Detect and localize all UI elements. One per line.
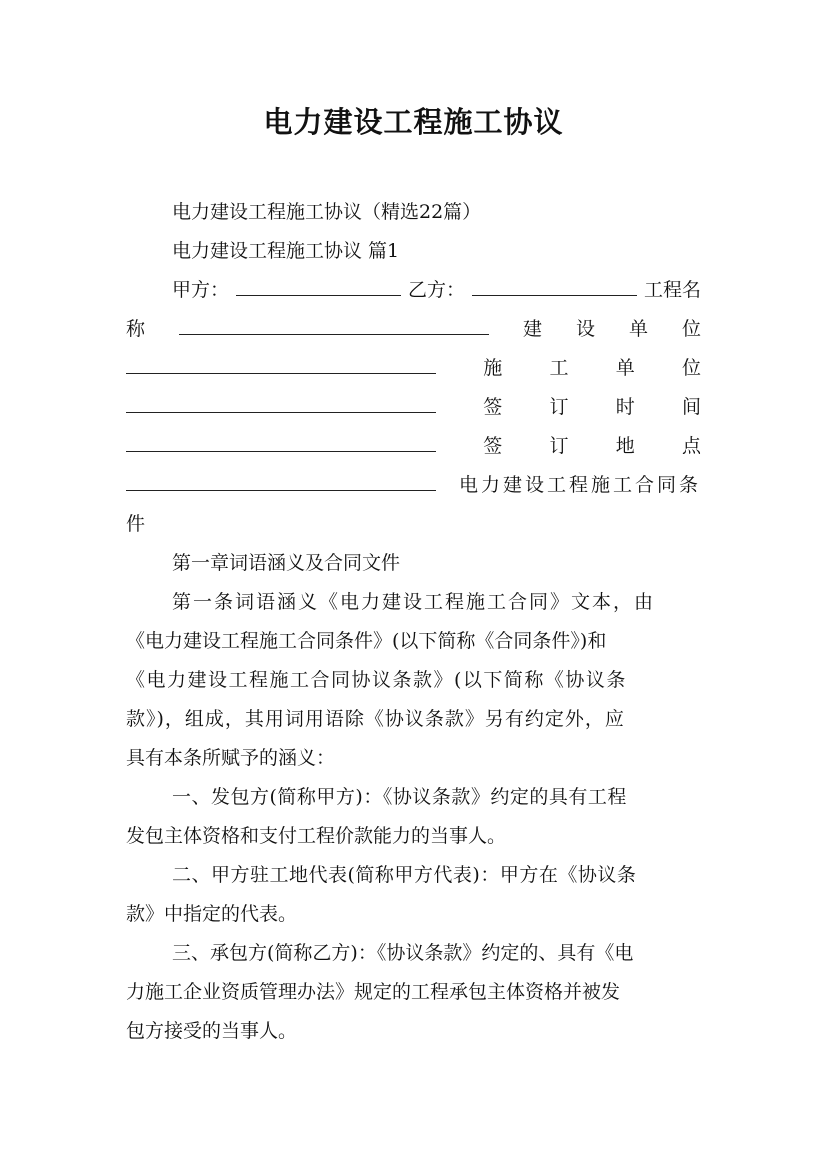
item2-line1: 二、甲方驻工地代表(简称甲方代表)：甲方在《协议条 bbox=[172, 864, 637, 886]
item3-line2: 力施工企业资质管理办法》规定的工程承包主体资格并被发 bbox=[126, 981, 621, 1003]
project-name-label-cont: 称 bbox=[126, 318, 146, 340]
sign-time-char: 时 bbox=[615, 396, 635, 418]
party-line bbox=[172, 276, 701, 304]
party-a-label: 甲方： bbox=[172, 279, 230, 301]
article1-line3: 《电力建设工程施工合同协议条款》(以下简称《协议条 bbox=[126, 669, 627, 691]
construction-unit-char: 单 bbox=[628, 318, 648, 340]
part-heading: 电力建设工程施工协议 篇1 bbox=[172, 240, 400, 262]
contractor-unit-char: 工 bbox=[549, 357, 569, 379]
conditions-line bbox=[126, 471, 701, 499]
construction-unit-char: 建 bbox=[522, 318, 542, 340]
subtitle: 电力建设工程施工协议（精选22篇） bbox=[172, 201, 482, 223]
sign-time-char: 签 bbox=[483, 396, 503, 418]
sign-time-blank bbox=[126, 432, 436, 452]
sign-time-char: 间 bbox=[681, 396, 701, 418]
conditions-label: 电力建设工程施工合同条 bbox=[458, 474, 701, 496]
construction-unit-blank bbox=[126, 354, 436, 374]
project-name-blank bbox=[179, 315, 489, 335]
contractor-unit-char: 单 bbox=[615, 357, 635, 379]
party-b-blank bbox=[472, 276, 637, 296]
contractor-unit-blank bbox=[126, 393, 436, 413]
item2-line2: 款》中指定的代表。 bbox=[126, 903, 298, 925]
item1-line1: 一、发包方(简称甲方)：《协议条款》约定的具有工程 bbox=[172, 786, 627, 808]
sign-place-char: 地 bbox=[615, 435, 635, 457]
contractor-unit-line bbox=[126, 354, 701, 382]
sign-place-blank bbox=[126, 471, 436, 491]
sign-place-char: 点 bbox=[681, 435, 701, 457]
project-name-label: 工程名 bbox=[643, 279, 701, 301]
document-title: 电力建设工程施工协议 bbox=[263, 105, 564, 139]
sign-time-line bbox=[126, 393, 701, 421]
item1-line2: 发包主体资格和支付工程价款能力的当事人。 bbox=[126, 825, 507, 847]
party-b-label: 乙方： bbox=[407, 279, 465, 301]
sign-place-char: 订 bbox=[549, 435, 569, 457]
article1-line5: 具有本条所赋予的涵义： bbox=[126, 747, 336, 769]
sign-place-char: 签 bbox=[483, 435, 503, 457]
item3-line1: 三、承包方(简称乙方)：《协议条款》约定的、具有《电 bbox=[172, 942, 634, 964]
chapter-heading: 第一章词语涵义及合同文件 bbox=[172, 552, 401, 574]
item3-line3: 包方接受的当事人。 bbox=[126, 1020, 298, 1042]
article1-line1: 第一条词语涵义《电力建设工程施工合同》文本，由 bbox=[172, 591, 656, 613]
article1-line2: 《电力建设工程施工合同条件》(以下简称《合同条件》)和 bbox=[126, 630, 607, 652]
project-name-line bbox=[126, 315, 701, 343]
party-a-blank bbox=[236, 276, 401, 296]
sign-time-char: 订 bbox=[549, 396, 569, 418]
conditions-label-cont: 件 bbox=[126, 513, 146, 535]
article1-line4: 款》)，组成，其用词用语除《协议条款》另有约定外，应 bbox=[126, 708, 625, 730]
contractor-unit-char: 位 bbox=[681, 357, 701, 379]
contractor-unit-char: 施 bbox=[483, 357, 503, 379]
construction-unit-char: 设 bbox=[575, 318, 595, 340]
sign-place-line bbox=[126, 432, 701, 460]
construction-unit-char: 位 bbox=[681, 318, 701, 340]
